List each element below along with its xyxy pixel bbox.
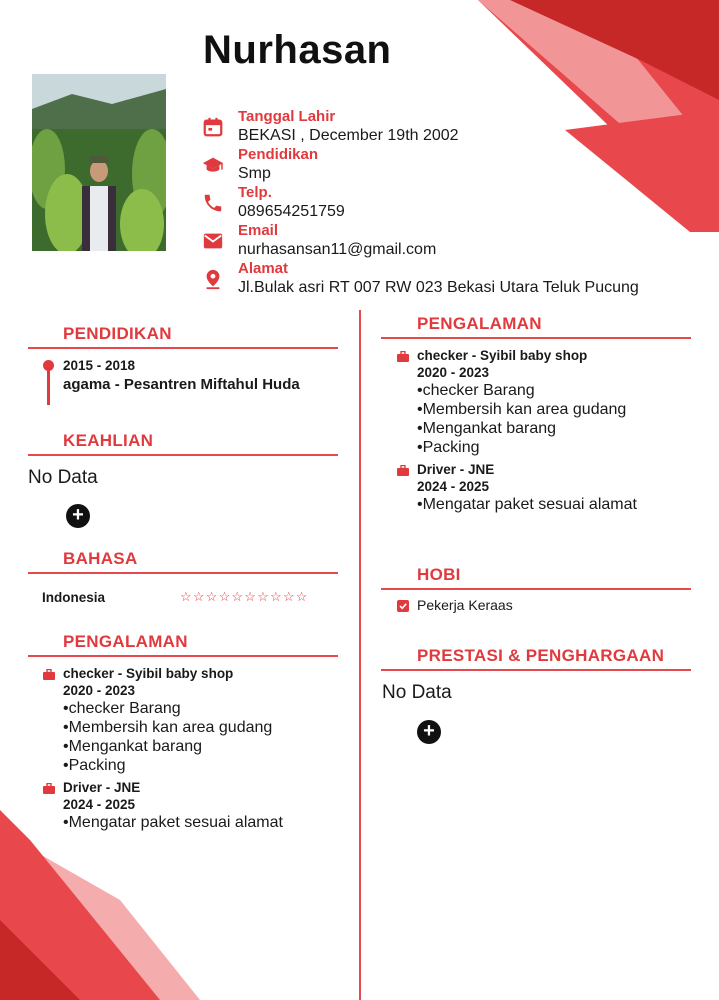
address-label: Alamat [238,260,289,277]
email-label: Email [238,222,279,239]
prestasi-underline [381,669,691,671]
timeline-bar [47,369,50,405]
address-info [202,260,672,298]
hobby-item: Pekerja Keraas [417,597,513,613]
job-duty: •Mengatar paket sesuai alamat [63,814,283,831]
column-divider [359,310,361,1000]
phone-value: 089654251759 [238,203,345,220]
job-duty: •Mengankat barang [417,420,557,437]
education-info [202,146,672,184]
job-duty: •Mengankat barang [63,738,203,755]
checkbox-icon [397,600,409,612]
keahlian-heading: KEAHLIAN [63,431,154,450]
job-duty: •checker Barang [417,382,535,399]
calendar-icon [202,116,224,138]
job-years: 2024 - 2025 [417,479,490,494]
birth-value: BEKASI , December 19th 2002 [238,127,459,144]
job-duty: •checker Barang [63,700,181,717]
job-years: 2020 - 2023 [417,365,490,380]
education-school: agama - Pesantren Miftahul Huda [63,376,300,393]
education-label: Pendidikan [238,146,319,163]
education-years: 2015 - 2018 [63,358,136,373]
pengalaman-underline-left [28,655,338,657]
keahlian-underline [28,454,338,456]
briefcase-icon [43,783,55,794]
birth-label: Tanggal Lahir [238,108,336,125]
briefcase-icon [397,351,409,362]
graduation-cap-icon [202,154,224,176]
candidate-name: Nurhasan [203,28,392,72]
briefcase-icon [43,669,55,680]
hobi-underline [381,588,691,590]
job-title: checker - Syibil baby shop [417,348,588,363]
hobi-heading: HOBI [417,565,461,584]
prestasi-empty: No Data [382,682,452,703]
bahasa-heading: BAHASA [63,549,138,568]
keahlian-empty: No Data [28,467,98,488]
job-years: 2020 - 2023 [63,683,136,698]
pendidikan-underline [28,347,338,349]
job-title: Driver - JNE [417,462,495,477]
location-pin-icon [202,268,224,290]
phone-info [202,184,672,222]
bahasa-underline [28,572,338,574]
add-skill-button[interactable]: + [66,504,90,528]
address-value: Jl.Bulak asri RT 007 RW 023 Bekasi Utara Teluk Pucung [238,279,639,296]
prestasi-heading: PRESTASI & PENGHARGAAN [417,646,665,665]
education-value: Smp [238,165,271,182]
job-duty: •Mengatar paket sesuai alamat [417,496,637,513]
phone-label: Telp. [238,184,272,201]
personal-info [202,108,672,298]
envelope-icon [202,230,224,252]
job-duty: •Membersih kan area gudang [63,719,273,736]
profile-photo [32,74,166,251]
job-title: Driver - JNE [63,780,141,795]
pengalaman-underline-right [381,337,691,339]
email-info [202,222,672,260]
job-title: checker - Syibil baby shop [63,666,234,681]
pengalaman-heading-right: PENGALAMAN [417,314,542,333]
briefcase-icon [397,465,409,476]
phone-icon [202,192,224,214]
language-name: Indonesia [42,590,106,605]
language-rating-stars: ☆☆☆☆☆☆☆☆☆☆ [180,589,309,604]
birth-info [202,108,672,146]
job-years: 2024 - 2025 [63,797,136,812]
pendidikan-heading: PENDIDIKAN [63,324,172,343]
job-duty: •Packing [417,439,480,456]
pengalaman-heading-left: PENGALAMAN [63,632,188,651]
add-award-button[interactable]: + [417,720,441,744]
job-duty: •Membersih kan area gudang [417,401,627,418]
email-value: nurhasansan11@gmail.com [238,241,437,258]
job-duty: •Packing [63,757,126,774]
